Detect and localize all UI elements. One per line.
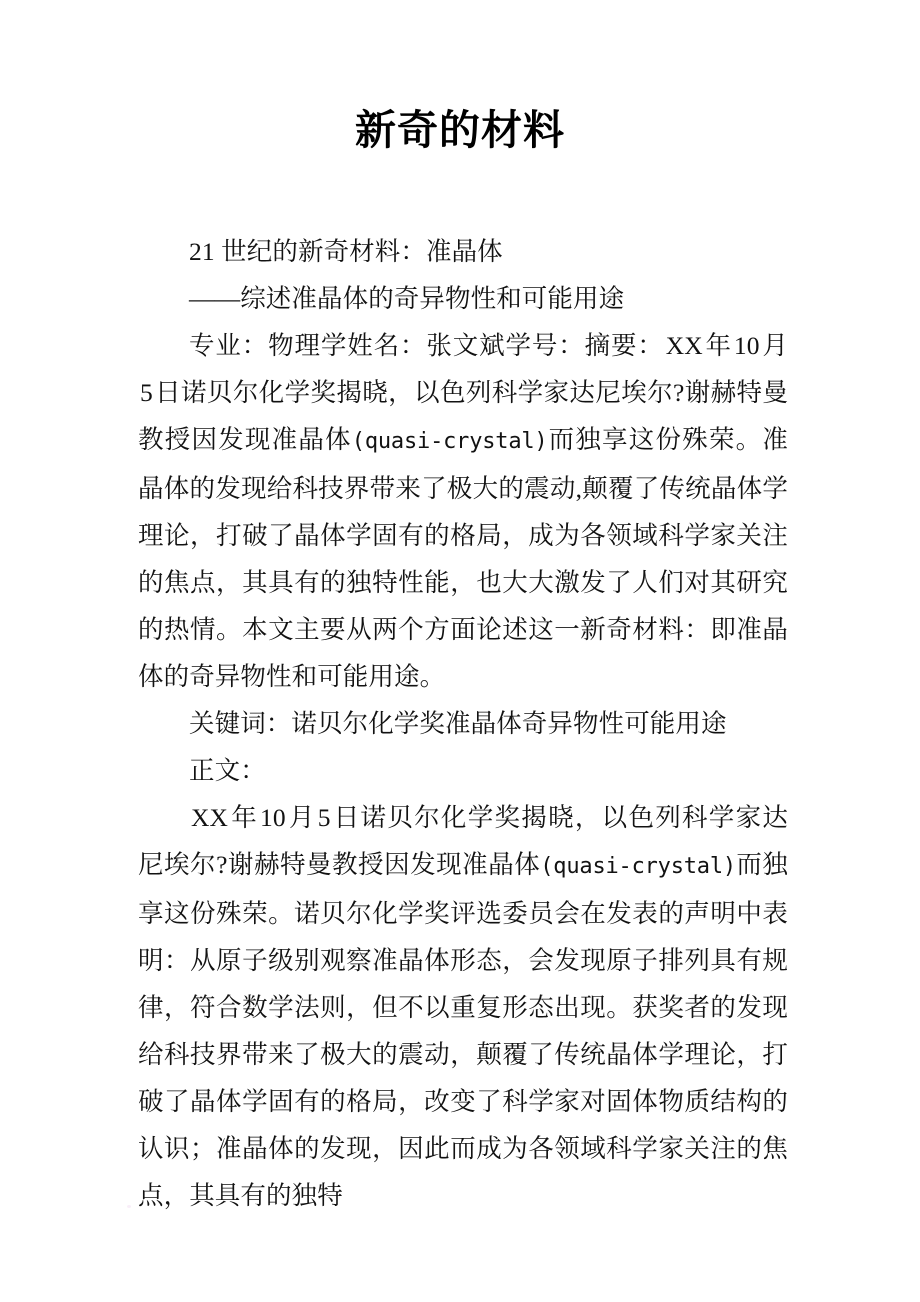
abstract-month-label: 月 [761, 331, 788, 360]
abstract-year-label: 年 [704, 331, 732, 360]
main-quasicrystal-term: (quasi-crystal) [540, 854, 736, 879]
main-year-label: 年 [230, 803, 259, 832]
scan-artifact-speck [127, 1205, 131, 1208]
main-year-value: XX [191, 803, 229, 832]
abstract-quasicrystal-term: (quasi-crystal) [351, 429, 548, 454]
main-month-value: 10 [260, 803, 286, 832]
main-day-value: 5 [317, 803, 331, 832]
abstract-paragraph [138, 322, 788, 700]
abstract-month-value: 10 [733, 331, 760, 360]
abstract-text-part-one: 日诺贝尔化学奖揭晓，以色列科学家达尼埃尔?谢赫特曼教授因发现准晶体 [138, 378, 788, 454]
document-body [138, 228, 788, 1219]
paper-title-line: 21 世纪的新奇材料：准晶体 [189, 237, 503, 266]
abstract-year-value: XX [665, 331, 703, 360]
abstract-day-value: 5 [140, 378, 153, 407]
main-text-part-one: 日诺贝尔化学奖揭晓，以色列科学家达尼埃尔?谢赫特曼教授因发现准晶体 [138, 803, 788, 879]
main-text-part-two: 而独享这份殊荣。诺贝尔化学奖评选委员会在发表的声明中表明：从原子级别观察准晶体形态，会发现原子排列具有规律，符合数学法则，但不以重复形态出现。获奖者的发现给科技界带来了极大的震动，颠覆了传统晶体学理论，打破了晶体学固有的格局，改变了科学家对固体物质结构的认识；准晶体的发现，因此而成为各领域科学家关注的焦点，其具有的独特 [138, 850, 789, 1210]
abstract-meta-prefix: 专业：物理学姓名：张文斌学号：摘要： [189, 331, 664, 360]
main-text-label: 正文： [189, 756, 266, 785]
main-month-label: 月 [287, 803, 316, 832]
keywords-line: 关键词：诺贝尔化学奖准晶体奇异物性可能用途 [189, 709, 727, 738]
paper-subtitle-line: ——综述准晶体的奇异物性和可能用途 [189, 284, 625, 313]
main-paragraph [138, 794, 788, 1219]
page-title: 新奇的材料 [355, 106, 565, 154]
abstract-text-part-two: 而独享这份殊荣。准晶体的发现给科技界带来了极大的震动,颠覆了传统晶体学理论，打破了晶体学固有的格局，成为各领域科学家关注的焦点，其具有的独特性能，也大大激发了人们对其研究的热情。本文主要从两个方面论述这一新奇材料：即准晶体的奇异物性和可能用途。 [138, 425, 788, 691]
